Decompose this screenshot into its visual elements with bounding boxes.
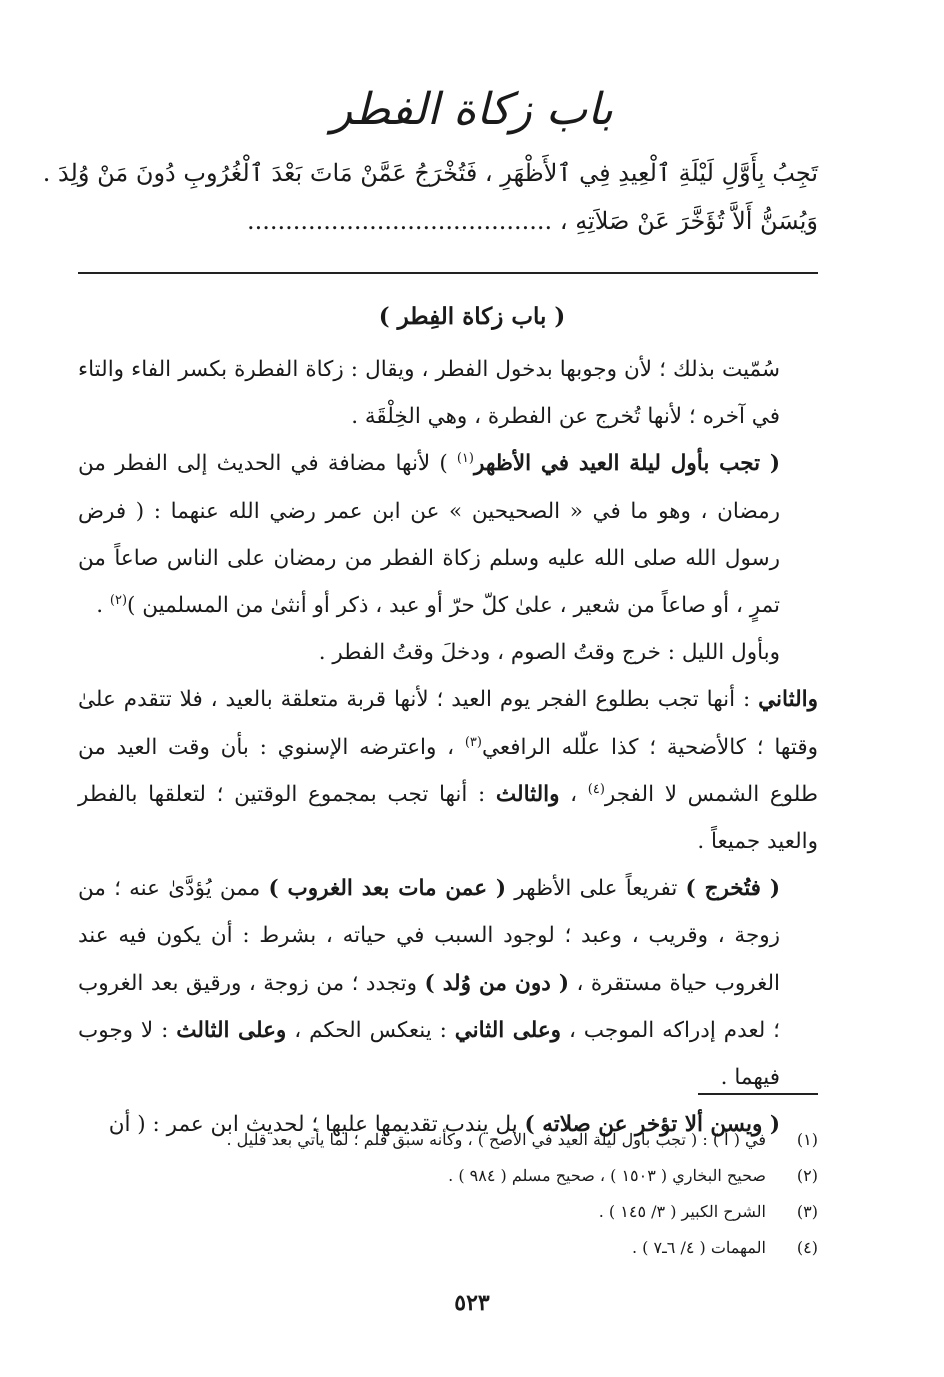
paragraph-4-text-b: ، واعترضه الإسنوي : بأن وقت العيد من طلوع الشمس لا الفجر (78, 734, 818, 807)
paragraph-4-text-c: ، (559, 781, 588, 807)
paragraph-5-text-c: وتجدد ؛ من زوجة ، ورقيق بعد الغروب ؛ لعدم إدراكه الموجب ، (78, 970, 781, 1043)
matn-quote: ( تجب بأول ليلة العيد في الأظهر (473, 451, 781, 477)
commentary-body (78, 346, 818, 1148)
matn-line-2 (78, 204, 818, 238)
footnote-number: (٢) (796, 1166, 818, 1185)
paragraph-5-text-a: تفريعاً على الأظهر (506, 876, 686, 902)
paragraph-2 (78, 440, 818, 629)
footnote-text: المهمات ( ٤/ ٦ـ٧ ) . (632, 1238, 766, 1257)
paragraph-5-text-e: : لا وجوب فيهما . (78, 1017, 780, 1091)
matn-quote: ( ويسن ألا تؤخر عن صلاته ) (524, 1112, 780, 1138)
matn-divider (78, 272, 818, 274)
footnote-number: (١) (796, 1130, 818, 1149)
footnote-text: في ( أ ) : ( تجب بأول ليلة العيد في الأصح ) ، وكأنه سبق قلم ؛ لما يأتي بعد قليل . (226, 1130, 766, 1149)
footnote (78, 1158, 818, 1194)
paragraph-4-text-a: : أنها تجب بطلوع الفجر يوم العيد ؛ لأنها قربة متعلقة بالعيد ، فلا تتقدم علىٰ وقتها ؛ كالأضحية ؛ كذا علّله الرافعي (78, 687, 818, 760)
second-opinion-label: والثاني (758, 687, 818, 713)
footnote (78, 1122, 818, 1158)
footnote-ref-4: (٤) (587, 781, 605, 797)
footnote (78, 1230, 818, 1266)
matn-text-2: وَيُسَنُّ أَلاَّ تُؤَخَّرَ عَنْ صَلاَتِهِ ، (559, 207, 818, 235)
paragraph-5-text-d: : ينعكس الحكم ، (286, 1017, 455, 1043)
footnote-ref-2: (٢) (109, 592, 128, 608)
second-opinion-label: وعلى الثاني (454, 1017, 562, 1043)
footnote (78, 1194, 818, 1230)
paragraph-1 (78, 346, 818, 440)
paragraph-2-text: ) لأنها مضافة في الحديث إلى الفطر من رمضان ، وهو ما في « الصحيحين » عن ابن عمر رضي الله عنهما : ( فرض رسول الله صلى الله عليه وسلم زكاة الفطر من رمضان على الناس صاعاً من تمرٍ ، أو صاعاً من شعير ، علىٰ كلّ حرّ أو عبد ، ذكر أو أنثىٰ من المسلمين ) (78, 451, 780, 619)
paragraph-2-end: . (96, 593, 110, 619)
footnote-text: الشرح الكبير ( ٣/ ١٤٥ ) . (598, 1202, 766, 1221)
paragraph-1-text: سُمّيت بذلك ؛ لأن وجوبها بدخول الفطر ، ويقال : زكاة الفطرة بكسر الفاء والتاء في آخره ؛ لأنها تُخرج عن الفطرة ، وهي الخِلْقَة . (78, 357, 780, 430)
footnote-text: صحيح البخاري ( ١٥٠٣ ) ، صحيح مسلم ( ٩٨٤ ) . (448, 1166, 766, 1185)
paragraph-4-text-d: : أنها تجب بمجموع الوقتين ؛ لتعلقها بالفطر والعيد جميعاً . (78, 781, 818, 855)
chapter-title: باب زكاة الفطر (331, 84, 613, 135)
third-opinion-label: وعلى الثالث (176, 1017, 287, 1043)
footnote-number: (٣) (796, 1202, 818, 1221)
page-number: ٥٢٣ (454, 1290, 490, 1316)
paragraph-4 (78, 676, 818, 865)
third-opinion-label: والثالث (495, 781, 560, 807)
footnote-number: (٤) (796, 1238, 818, 1257)
paragraph-5 (78, 865, 818, 1101)
section-heading: ( باب زكاة الفِطر ) (378, 303, 566, 330)
footnotes (78, 1122, 818, 1266)
footnote-ref-3: (٣) (464, 734, 482, 750)
matn-text-1: تَجِبُ بِأَوَّلِ لَيْلَةِ ٱلْعِيدِ فِي ٱلأَظْهَرِ ، فَتُخْرَجُ عَمَّنْ مَاتَ بَعْدَ ٱلْغُرُوبِ دُونَ مَنْ وُلِدَ . (42, 159, 818, 187)
matn-quote: ( دون من وُلد ) (424, 970, 570, 996)
paragraph-3 (78, 629, 818, 676)
paragraph-3-text: وبأول الليل : خرج وقتُ الصوم ، ودخلَ وقتُ الفطر . (318, 640, 780, 666)
paragraph-5-text-b: ممن يُؤدَّىٰ عنه ؛ من زوجة ، وقريب ، وعبد ؛ لوجود السبب في حياته ، بشرط : أن يكون فيه عند الغروب حياة مستقرة ، (78, 876, 780, 996)
matn-line-1 (42, 156, 818, 190)
matn-quote: ( عمن مات بعد الغروب ) (268, 876, 507, 902)
matn-quote: ( فتُخرج ) (685, 876, 780, 902)
footnote-rule (698, 1093, 818, 1095)
paragraph-6-text: بل يندب تقديمها عليها ؛ لحديث ابن عمر : ( أن (108, 1112, 525, 1138)
matn-dots: ........................................ (247, 207, 553, 235)
footnote-ref-1: (١) (456, 451, 474, 467)
